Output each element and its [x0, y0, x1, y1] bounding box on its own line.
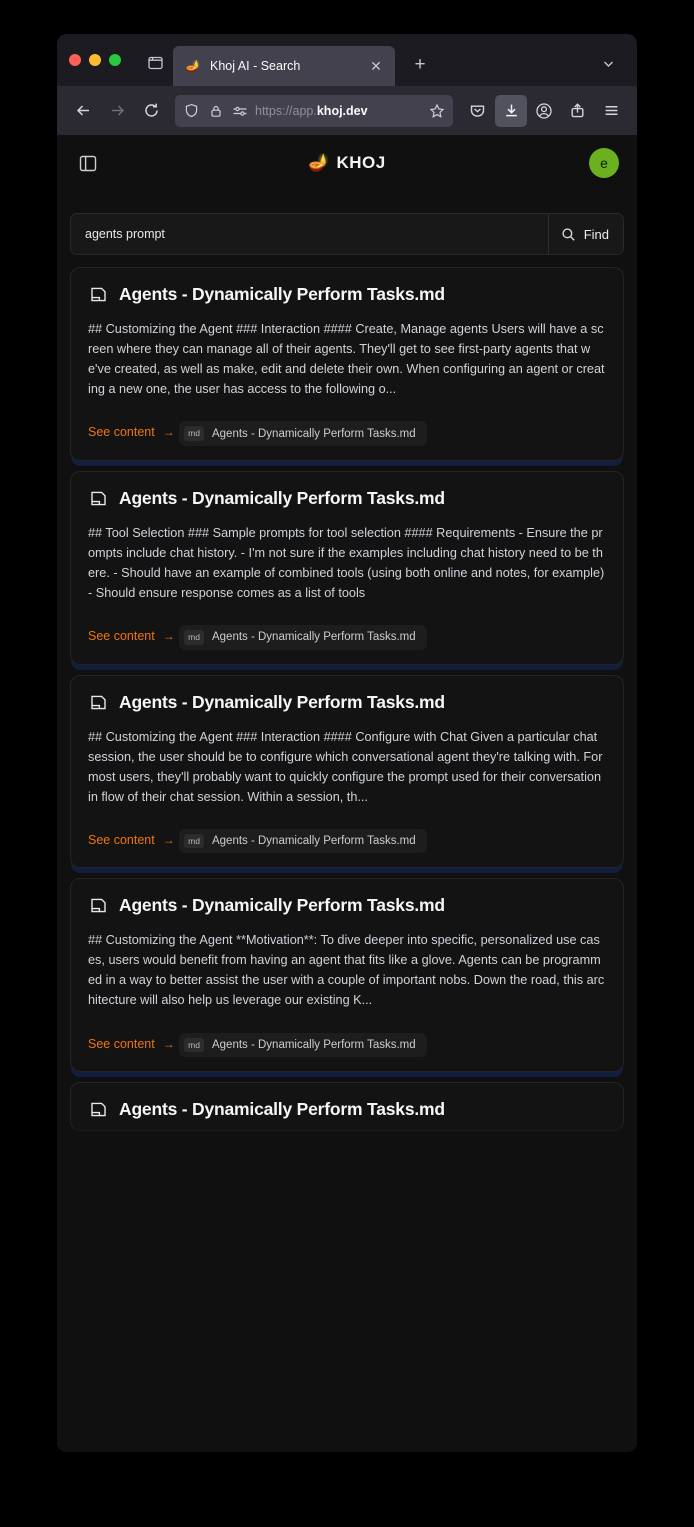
file-extension-badge: md: [184, 630, 204, 645]
source-file-chip[interactable]: [179, 625, 426, 650]
file-extension-badge: md: [184, 834, 204, 849]
star-icon[interactable]: [428, 102, 445, 119]
minimize-window-button[interactable]: [89, 54, 101, 66]
note-file-icon: [88, 1100, 108, 1120]
note-file-icon: [88, 896, 108, 916]
source-file-name: Agents - Dynamically Perform Tasks.md: [211, 631, 416, 644]
find-button[interactable]: [548, 214, 623, 254]
result-title: Agents - Dynamically Perform Tasks.md: [119, 487, 445, 508]
url-bar[interactable]: [175, 95, 453, 127]
see-content-label: See content: [88, 629, 155, 643]
result-card-header: [88, 284, 606, 305]
lamp-icon: 🪔: [308, 153, 330, 172]
result-title: Agents - Dynamically Perform Tasks.md: [119, 284, 445, 304]
see-content-link[interactable]: [88, 425, 175, 439]
source-file-name: Agents - Dynamically Perform Tasks.md: [211, 1038, 416, 1051]
result-card[interactable]: [70, 471, 624, 665]
maximize-window-button[interactable]: [109, 54, 121, 66]
close-window-button[interactable]: [69, 54, 81, 66]
see-content-label: See content: [88, 832, 155, 847]
navigation-toolbar: [57, 86, 637, 135]
tab-title: Khoj AI - Search: [210, 59, 301, 73]
brand-name: KHOJ: [336, 153, 386, 172]
result-title: Agents - Dynamically Perform Tasks.md: [119, 895, 445, 916]
search-bar: [70, 213, 624, 255]
result-snippet: ## Customizing the Agent ### Interaction #### Configure with Chat Given a particular chat session, the user should be to configure which conversational agent they're talking with. For most users, they'll probably want to quickly configure the prompt used for their conversation in flow of their chat session. Within a session, th...: [88, 729, 603, 804]
arrow-right-icon: [101, 95, 133, 127]
result-card[interactable]: [70, 675, 624, 869]
result-title: Agents - Dynamically Perform Tasks.md: [119, 1099, 445, 1119]
pocket-icon[interactable]: [461, 95, 493, 127]
note-file-icon: [88, 692, 108, 712]
source-file-chip[interactable]: [179, 1033, 426, 1058]
permissions-icon[interactable]: [231, 102, 248, 119]
window-controls: [69, 34, 131, 86]
result-card-header: [88, 895, 606, 916]
arrow-left-icon[interactable]: [67, 95, 99, 127]
source-file-name: Agents - Dynamically Perform Tasks.md: [211, 427, 416, 440]
chevron-down-icon[interactable]: [591, 48, 625, 78]
search-input[interactable]: [71, 214, 548, 254]
arrow-right-icon: →: [162, 832, 175, 847]
result-card[interactable]: [70, 1082, 624, 1131]
search-icon: [561, 227, 576, 242]
note-file-icon: [88, 285, 108, 305]
lock-icon[interactable]: [207, 102, 224, 119]
find-label: Find: [583, 226, 609, 242]
result-title: Agents - Dynamically Perform Tasks.md: [119, 691, 445, 712]
account-icon[interactable]: [529, 96, 559, 126]
source-file-chip[interactable]: [179, 829, 426, 854]
arrow-right-icon: →: [162, 425, 175, 440]
result-card[interactable]: [70, 878, 624, 1072]
url-text: https://app.khoj.dev: [255, 103, 368, 118]
see-content-link[interactable]: [88, 629, 175, 643]
arrow-right-icon: →: [162, 1036, 175, 1051]
reload-icon[interactable]: [135, 95, 167, 127]
file-extension-badge: md: [184, 426, 204, 441]
share-icon[interactable]: [561, 95, 593, 127]
shield-icon[interactable]: [183, 102, 200, 119]
file-extension-badge: md: [184, 1038, 204, 1053]
note-file-icon: [88, 488, 108, 508]
browser-tab[interactable]: [173, 46, 395, 86]
result-card[interactable]: [70, 267, 624, 461]
see-content-label: See content: [88, 1036, 155, 1051]
khoj-lamp-icon: 🪔: [185, 59, 201, 73]
search-results-list: [70, 267, 624, 1131]
new-tab-button[interactable]: +: [414, 54, 426, 75]
page-content: [57, 135, 637, 1452]
avatar[interactable]: e: [589, 148, 619, 178]
see-content-label: See content: [88, 425, 155, 440]
tab-strip: [57, 34, 637, 86]
result-snippet: ## Customizing the Agent **Motivation**: To dive deeper into specific, personalized use cases, users would benefit from having an agent that fits like a glove. Agents can be programmed in a way to better assist the user with a couple of important nobs. Down the road, this architecture will also help us leverage our existing K...: [88, 933, 605, 1008]
result-card-header: [88, 1099, 606, 1120]
app-header: [57, 135, 637, 191]
tab-list-icon[interactable]: [141, 47, 169, 77]
result-snippet: ## Customizing the Agent ### Interaction #### Create, Manage agents Users will have a screen where they can manage all of their agents. They'll get to see first-party agents that we've created, as well as make, edit and delete their own. When configuring an agent or creating a new one, the user has access to the following o...: [88, 322, 605, 397]
sidebar-toggle-icon[interactable]: [75, 151, 101, 175]
source-file-chip[interactable]: [179, 421, 426, 446]
see-content-link[interactable]: [88, 1037, 175, 1051]
source-file-name: Agents - Dynamically Perform Tasks.md: [211, 835, 416, 847]
result-card-header: [88, 488, 606, 509]
browser-window: [57, 34, 637, 1452]
close-icon[interactable]: ✕: [370, 58, 382, 74]
app-logo: [57, 153, 637, 173]
arrow-right-icon: →: [162, 629, 175, 643]
result-snippet: ## Tool Selection ### Sample prompts for tool selection #### Requirements - Ensure the prompts include chat history. - I'm not sure if the examples including chat history need to be there. - Should have an example of combined tools (using both online and notes, for example) - Should ensure response comes as a list of tools: [88, 525, 605, 600]
result-card-header: [88, 692, 606, 713]
hamburger-menu-icon[interactable]: [595, 95, 627, 127]
see-content-link[interactable]: [88, 833, 175, 847]
download-icon[interactable]: [495, 95, 527, 127]
